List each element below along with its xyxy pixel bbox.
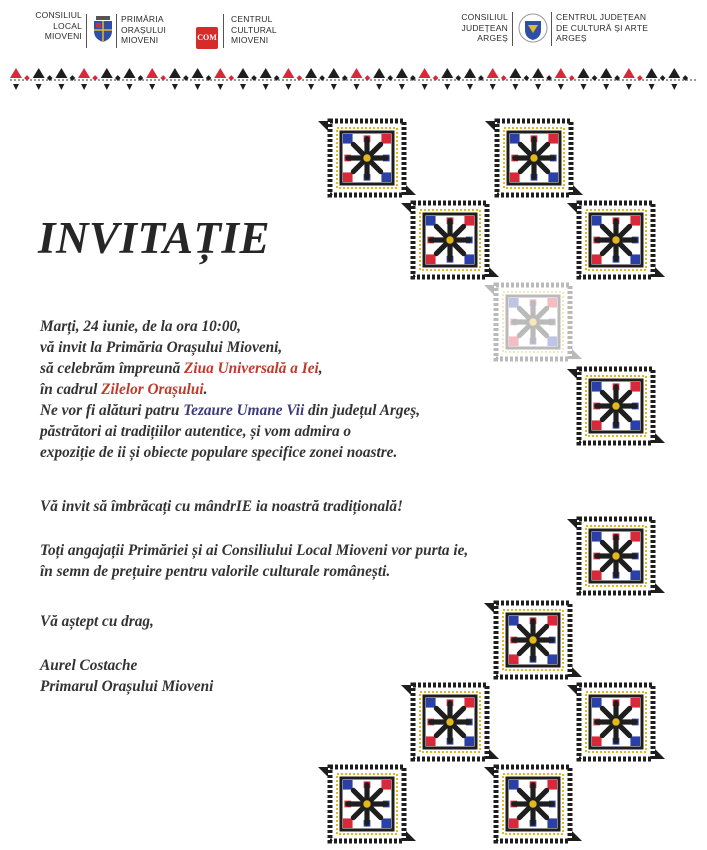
- paragraph-line: vă invit la Primăria Orașului Mioveni,: [40, 339, 283, 356]
- text-segment: din județul Argeș,: [304, 402, 421, 419]
- border-triangle: [78, 68, 98, 90]
- embroidery-motif: [567, 519, 665, 593]
- border-triangle: [487, 68, 507, 90]
- border-triangle: [260, 68, 280, 90]
- paragraph-line: expoziție de ii și obiecte populare specifice zonei noastre.: [40, 444, 398, 461]
- paragraph-line: [40, 358, 420, 379]
- paragraph-line: [40, 400, 420, 421]
- embroidery-motif: [318, 121, 416, 195]
- logo-line: MIOVENI: [44, 31, 82, 41]
- embroidery-motif: [484, 767, 582, 841]
- embroidery-motif: [567, 203, 665, 277]
- highlight-ziua-iei: Ziua Universală a Iei: [184, 360, 319, 377]
- paragraph-line: păstrători ai tradițiilor autentice, și vom admira o: [40, 423, 352, 440]
- consiliul-judetean-logo[interactable]: [446, 12, 508, 44]
- border-triangle: [668, 68, 688, 90]
- embroidery-motif: [401, 203, 499, 277]
- embroidery-motif: [401, 685, 499, 759]
- border-triangle: [464, 68, 484, 90]
- text-segment: în cadrul: [40, 381, 102, 398]
- arges-crest-icon: [518, 13, 548, 43]
- text-segment: să celebrăm împreună: [40, 360, 185, 377]
- ia-paragraph: Vă invit să îmbrăcați cu mândrIE ia noastră tradițională!: [40, 498, 403, 515]
- logo-line: JUDEȚEAN: [461, 22, 508, 33]
- border-triangle: [328, 68, 348, 90]
- logo-line: MIOVENI: [231, 35, 269, 45]
- logo-line: CENTRUL: [231, 14, 273, 24]
- embroidery-motif: [484, 603, 582, 677]
- embroidery-motif: [567, 369, 665, 443]
- border-triangle: [33, 68, 53, 90]
- embroidery-motif: [484, 285, 582, 359]
- border-triangle: [305, 68, 325, 90]
- logo-line: CENTRUL JUDEȚEAN: [556, 12, 647, 22]
- highlight-tezaure: Tezaure Umane Vii: [183, 402, 305, 419]
- embroidery-motif: [485, 121, 583, 195]
- border-triangle: [555, 68, 575, 90]
- border-triangle: [282, 68, 302, 90]
- paragraph-line: Toți angajații Primăriei și ai Consiliului Local Mioveni vor purta ie,: [40, 542, 469, 559]
- border-triangle: [124, 68, 144, 90]
- paragraph-line: Marți, 24 iunie, de la ora 10:00,: [40, 318, 241, 335]
- logo-line: ARGEȘ: [556, 33, 587, 43]
- border-triangle: [396, 68, 416, 90]
- closing-text: Vă aștept cu drag,: [40, 613, 154, 630]
- logo-line: ORAȘULUI: [121, 24, 167, 35]
- paragraph-line: în semn de prețuire pentru valorile culturale românești.: [40, 563, 391, 580]
- logo-line: PRIMĂRIA: [121, 14, 164, 24]
- centrul-judetean-logo[interactable]: [556, 12, 648, 44]
- border-triangle: [146, 68, 166, 90]
- border-triangle: [578, 68, 598, 90]
- signature-name: Aurel Costache: [40, 657, 138, 674]
- logo-line: CONSILIUL: [461, 12, 508, 22]
- border-triangle: [646, 68, 666, 90]
- border-triangle: [623, 68, 643, 90]
- border-triangle: [169, 68, 189, 90]
- primaria-logo[interactable]: [121, 14, 166, 46]
- border-triangle: [419, 68, 439, 90]
- text-segment: ,: [318, 360, 323, 377]
- border-triangle: [237, 68, 257, 90]
- text-segment: Ne vor fi alături patru: [40, 402, 184, 419]
- embroidery-motif: [567, 685, 665, 759]
- centrul-cultural-badge-icon: COM: [196, 27, 218, 49]
- border-triangle: [441, 68, 461, 90]
- logo-line: LOCAL: [53, 20, 82, 31]
- invitation-paragraph: [40, 316, 420, 463]
- border-triangle: [351, 68, 371, 90]
- consiliul-local-logo[interactable]: [22, 10, 82, 42]
- border-triangle: [532, 68, 552, 90]
- logo-line: MIOVENI: [121, 35, 159, 45]
- highlight-zilele-orasului: Zilelor Orașului: [101, 381, 204, 398]
- employees-paragraph: [40, 540, 468, 582]
- border-triangle: [55, 68, 75, 90]
- signature-role: Primarul Orașului Mioveni: [40, 678, 214, 695]
- mioveni-crest-icon: [93, 16, 113, 42]
- logo-line: ARGEȘ: [477, 33, 508, 43]
- logo-line: DE CULTURĂ ȘI ARTE: [556, 22, 649, 33]
- text-segment: .: [203, 381, 208, 398]
- centrul-cultural-logo[interactable]: [231, 14, 277, 46]
- embroidery-motif: [318, 767, 416, 841]
- border-triangle: [214, 68, 234, 90]
- logo-line: CONSILIUL: [35, 10, 82, 20]
- border-triangle: [600, 68, 620, 90]
- signature: [40, 655, 213, 697]
- logo-line: CULTURAL: [231, 24, 277, 35]
- paragraph-line: [40, 379, 420, 400]
- page-title: INVITAȚIE: [38, 213, 271, 263]
- border-triangle: [192, 68, 212, 90]
- folk-border-strip: [0, 62, 707, 100]
- border-triangle: [373, 68, 393, 90]
- border-triangle: [101, 68, 121, 90]
- border-triangle: [509, 68, 529, 90]
- border-triangle: [10, 68, 30, 90]
